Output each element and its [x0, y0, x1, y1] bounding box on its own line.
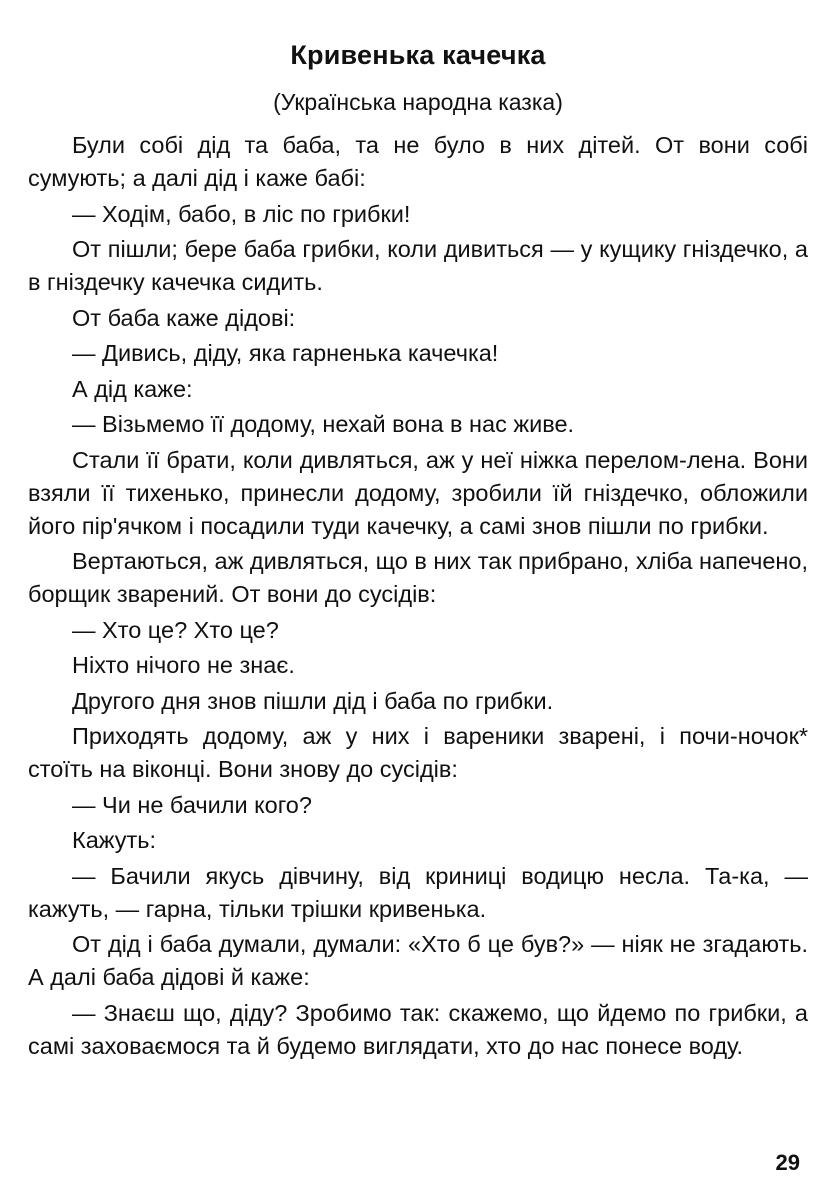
story-title: Кривенька качечка [290, 40, 546, 70]
paragraph: От пішли; бере баба грибки, коли дивиться — у кущику гніздечко, а в гніздечку качечка сидить. [28, 236, 808, 295]
paragraph: От дід і баба думали, думали: «Хто б це був?» — ніяк не згадають. А далі баба дідові й каже: [28, 931, 808, 990]
paragraph: — Бачили якусь дівчину, від криниці водицю несла. Та-ка, — кажуть, — гарна, тільки трішки кривенька. [28, 862, 808, 922]
paragraph: — Чи не бачили кого? [72, 791, 312, 818]
paragraph: — Дивись, діду, яка гарненька качечка! [72, 340, 499, 366]
paragraph: Стали її брати, коли дивляться, аж у неї ніжка перелом-лена. Вони взяли її тихенько, принесли додому, зробили їй гніздечко, обложили його пір'ячком і посадили туди качечку, а самі знов пішли по грибки. [28, 446, 808, 539]
story-subtitle: (Українська народна казка) [273, 89, 563, 115]
paragraph: — Знаєш що, діду? Зробимо так: скажемо, що йдемо по грибки, а самі заховаємося та й будемо виглядати, хто до нас понесе воду. [28, 999, 808, 1059]
paragraph: — Візьмемо її додому, нехай вона в нас живе. [72, 411, 575, 437]
paragraph: Вертаються, аж дивляться, що в них так прибрано, хліба напечено, борщик зварений. От вони до сусідів: [28, 548, 808, 607]
paragraph: А дід каже: [72, 375, 193, 402]
paragraph: Другого дня знов пішли дід і баба по грибки. [72, 687, 554, 714]
story-body [28, 129, 808, 1063]
paragraph: Ніхто нічого не знає. [72, 652, 295, 678]
paragraph: — Ходім, бабо, в ліс по грибки! [72, 200, 411, 227]
paragraph: Приходять додому, аж у них і вареники зварені, і почи-ночок* стоїть на віконці. Вони знову до сусідів: [28, 723, 808, 782]
book-page [28, 40, 808, 1065]
paragraph: Були собі дід та баба, та не було в них дітей. От вони собі сумують; а далі дід і каже бабі: [28, 132, 808, 191]
paragraph: Кажуть: [72, 827, 157, 853]
paragraph: От баба каже дідові: [72, 304, 296, 331]
page-number: 29 [775, 1150, 800, 1175]
paragraph: — Хто це? Хто це? [72, 616, 279, 643]
